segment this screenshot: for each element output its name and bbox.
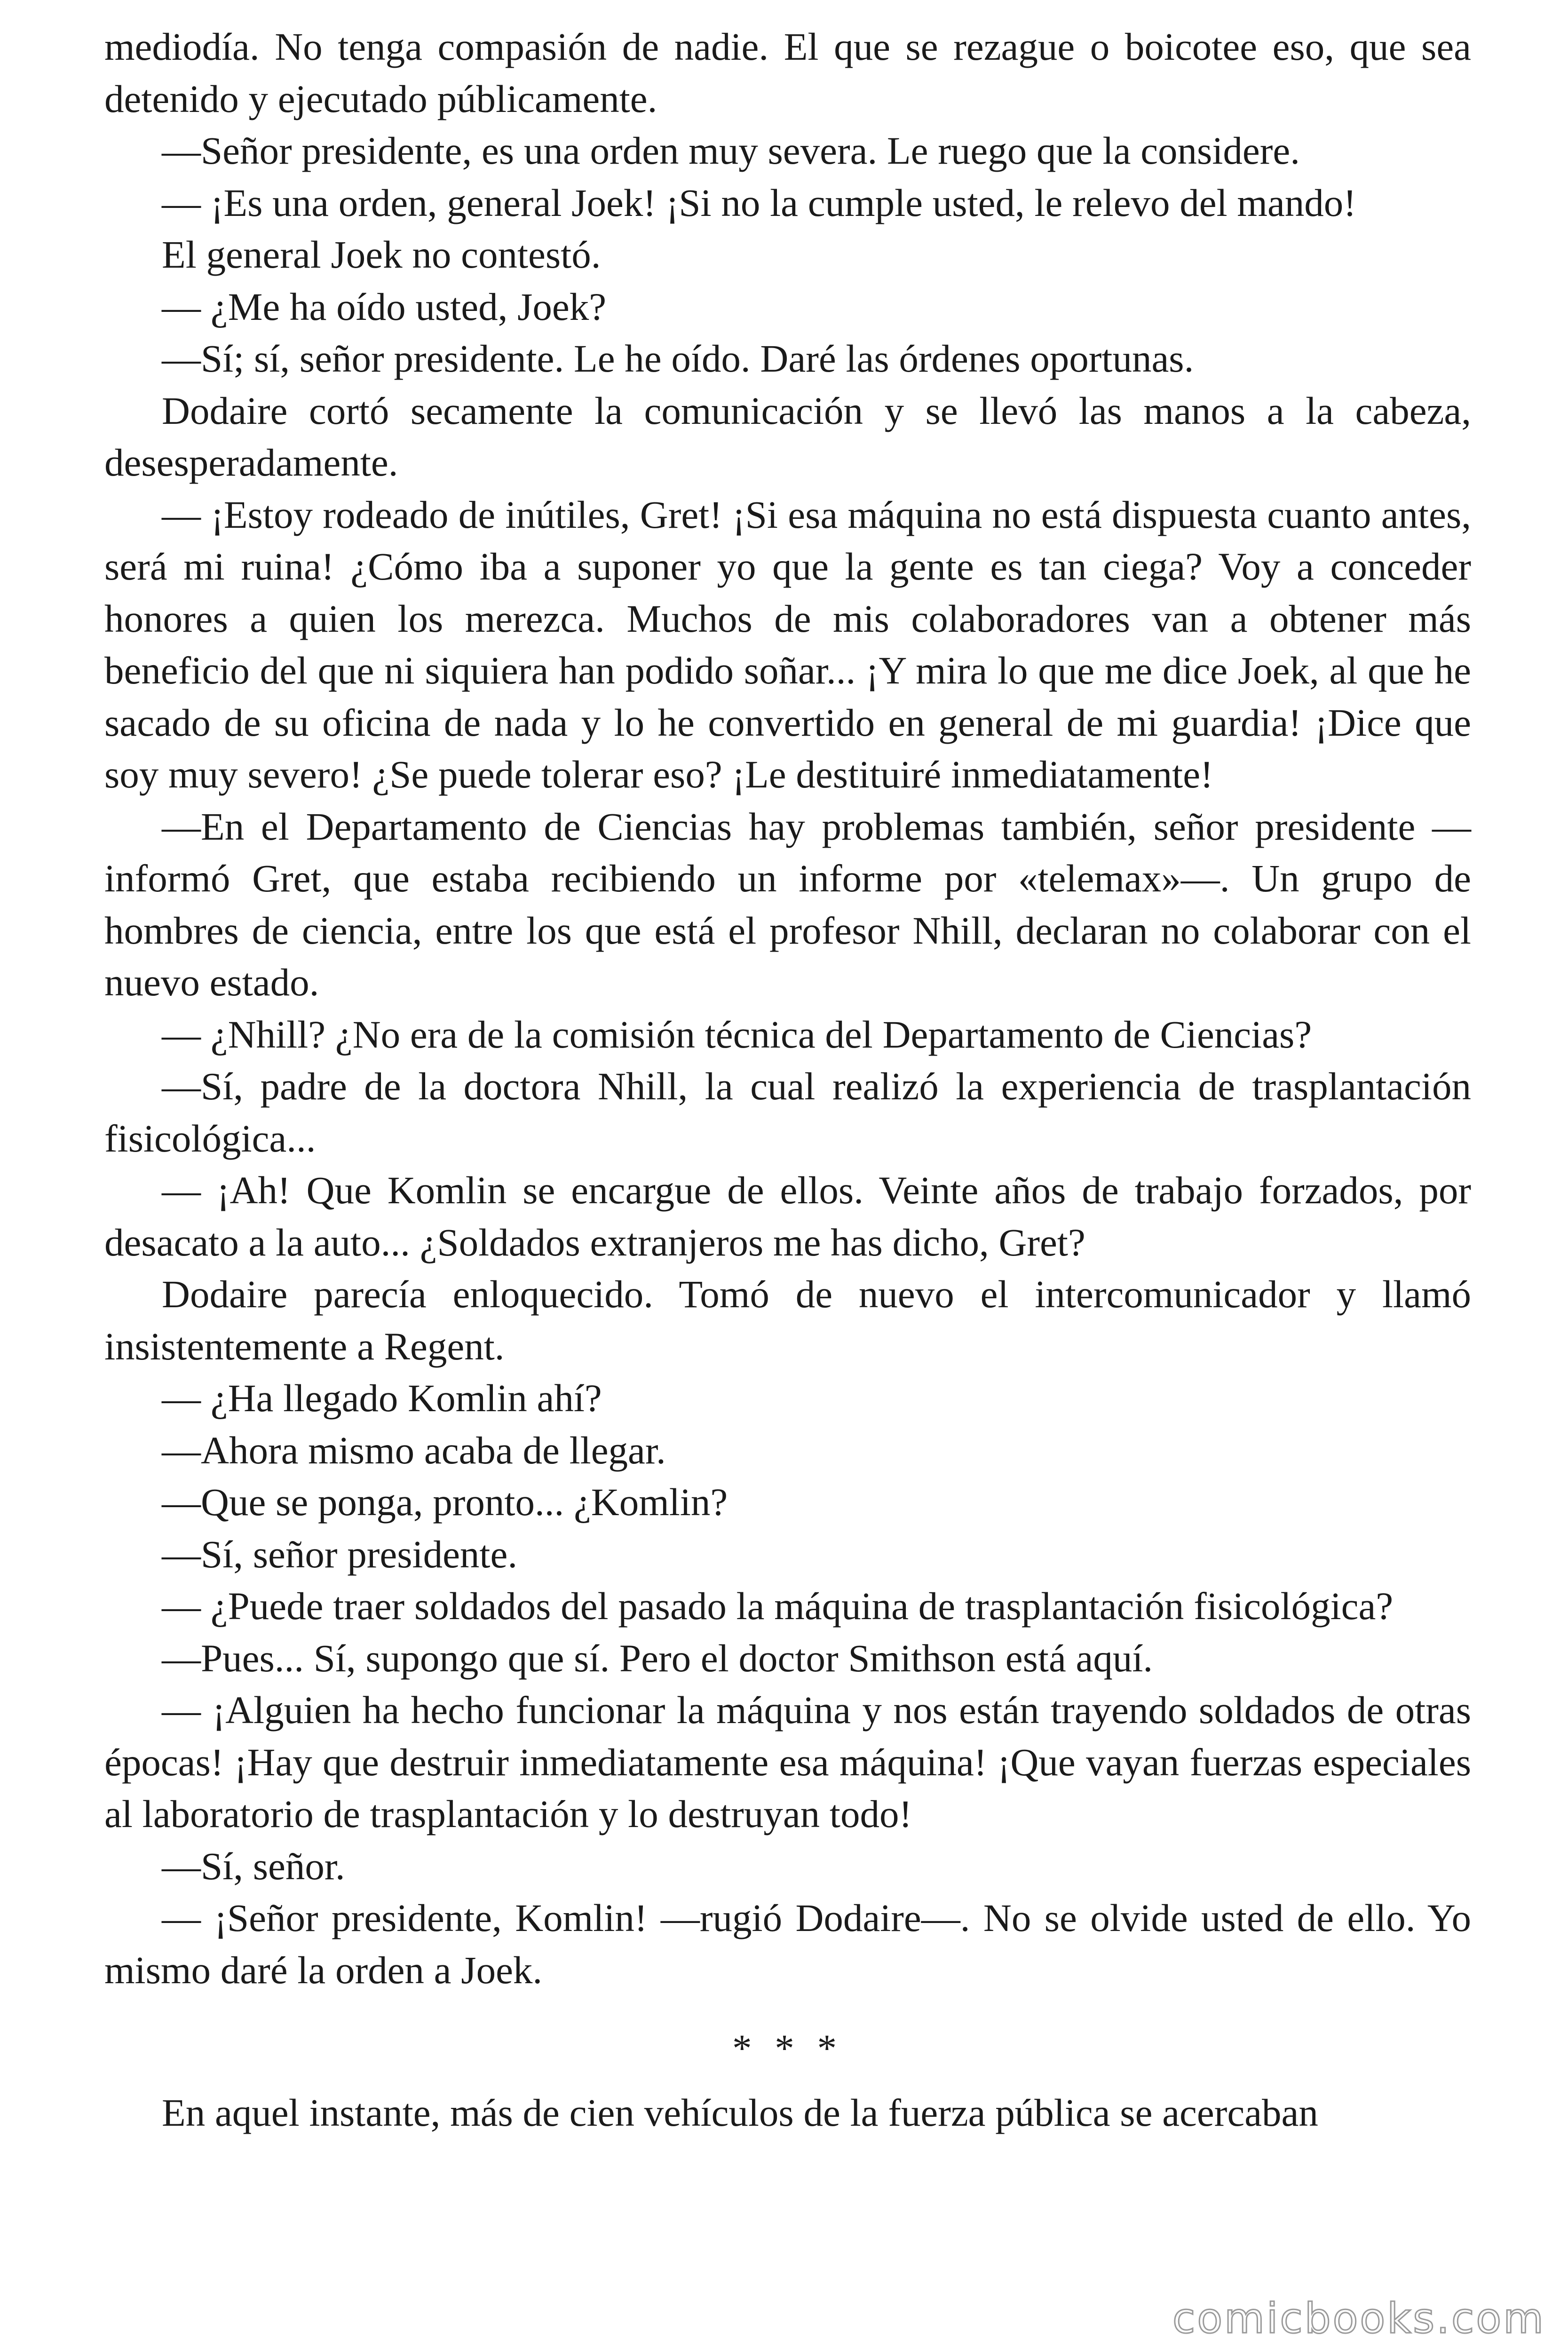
paragraph: mediodía. No tenga compasión de nadie. El que se rezague o boicotee eso, que sea detenido y ejecutado públicamente. (104, 25, 1471, 120)
paragraph: —Ahora mismo acaba de llegar. (162, 1428, 666, 1472)
paragraph: —Pues... Sí, supongo que sí. Pero el doctor Smithson está aquí. (162, 1636, 1153, 1680)
paragraph: — ¡Ah! Que Komlin se encargue de ellos. Veinte años de trabajo forzados, por desacato a la auto... ¿Soldados extranjeros me has dicho, Gret? (104, 1168, 1471, 1264)
paragraph: —Que se ponga, pronto... ¿Komlin? (162, 1480, 728, 1524)
paragraph: — ¿Nhill? ¿No era de la comisión técnica del Departamento de Ciencias? (162, 1012, 1312, 1056)
section-separator: * * * (732, 2026, 843, 2070)
paragraph: —Sí, señor. (162, 1844, 345, 1888)
paragraph: — ¿Puede traer soldados del pasado la máquina de trasplantación fisicológica? (162, 1584, 1394, 1628)
paragraph: El general Joek no contestó. (162, 233, 601, 276)
paragraph: — ¡Señor presidente, Komlin! —rugió Dodaire—. No se olvide usted de ello. Yo mismo daré la orden a Joek. (104, 1896, 1471, 1992)
paragraph: — ¡Estoy rodeado de inútiles, Gret! ¡Si esa máquina no está dispuesta cuanto antes, será mi ruina! ¿Cómo iba a suponer yo que la gente es tan ciega? Voy a conceder honores a quien los merezca. Muchos de mis colaboradores van a obtener más beneficio del que ni siquiera han podido soñar... ¡Y mira lo que me dice Joek, al que he sacado de su oficina de nada y lo he convertido en general de mi guardia! ¡Dice que soy muy severo! ¿Se puede tolerar eso? ¡Le destituiré inmediatamente! (104, 493, 1471, 796)
book-page (104, 21, 1471, 2138)
paragraph: — ¡Es una orden, general Joek! ¡Si no la cumple usted, le relevo del mando! (162, 181, 1356, 224)
paragraph: —En el Departamento de Ciencias hay problemas también, señor presidente —informó Gret, que estaba recibiendo un informe por «telemax»—. Un grupo de hombres de ciencia, entre los que está el profesor Nhill, declaran no colaborar con el nuevo estado. (104, 804, 1471, 1004)
paragraph: —Sí, señor presidente. (162, 1532, 518, 1576)
paragraph: —Sí, padre de la doctora Nhill, la cual realizó la experiencia de trasplantación fisicológica... (104, 1065, 1471, 1160)
paragraph: Dodaire cortó secamente la comunicación y se llevó las manos a la cabeza, desesperadamente. (104, 389, 1471, 484)
paragraph: — ¿Ha llegado Komlin ahí? (162, 1376, 602, 1420)
paragraph: —Sí; sí, señor presidente. Le he oído. Daré las órdenes oportunas. (162, 337, 1194, 380)
paragraph-final: En aquel instante, más de cien vehículos de la fuerza pública se acercaban (162, 2090, 1318, 2134)
paragraph: — ¡Alguien ha hecho funcionar la máquina y nos están trayendo soldados de otras épocas! ¡Hay que destruir inmediatamente esa máquina! ¡Que vayan fuerzas especiales al laboratorio de trasplantación y lo destruyan todo! (104, 1688, 1471, 1836)
paragraph: —Señor presidente, es una orden muy severa. Le ruego que la considere. (162, 129, 1300, 172)
watermark-logo: comicbooks.com (1172, 2294, 1545, 2343)
paragraph: — ¿Me ha oído usted, Joek? (162, 285, 607, 328)
paragraph: Dodaire parecía enloquecido. Tomó de nuevo el intercomunicador y llamó insistentemente a Regent. (104, 1272, 1471, 1368)
